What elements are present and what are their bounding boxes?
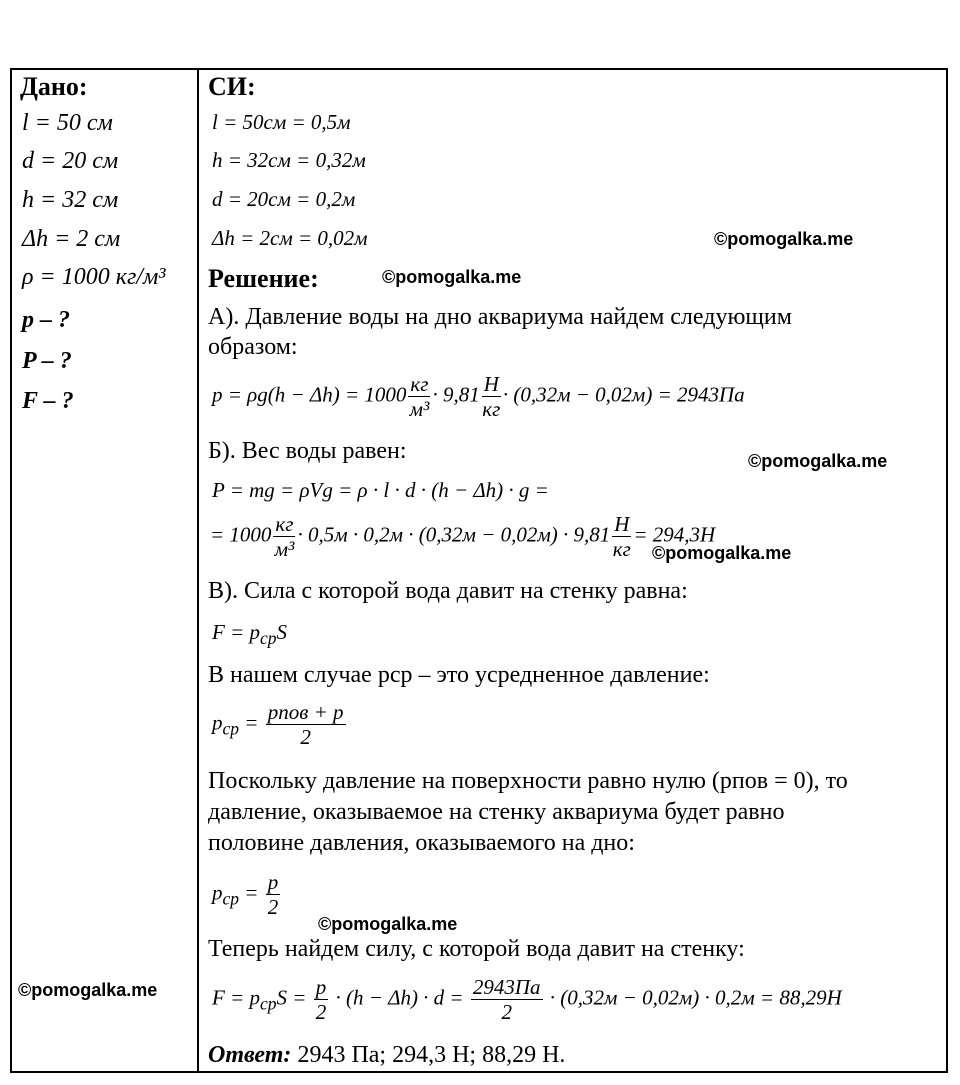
final-force-formula <box>212 975 842 1024</box>
explanation-text: половине давления, оказываемого на дно: <box>208 830 635 856</box>
formula-text: F = p <box>212 620 260 644</box>
formula-subscript: ср <box>260 628 277 649</box>
part-c-text: В). Сила с которой вода давит на стенку равна: <box>208 578 688 604</box>
fraction-denominator: м³ <box>274 537 295 562</box>
fraction <box>314 975 329 1024</box>
fraction-numerator: pпов + p <box>267 700 344 724</box>
answer-line <box>208 1042 565 1069</box>
part-c-formula <box>212 620 287 649</box>
formula-text: S = <box>276 985 307 1010</box>
fraction-numerator: p <box>267 870 279 894</box>
formula-text: · (0,32м − 0,02м) = 2943Па <box>502 382 745 407</box>
explanation-text: давление, оказываемое на стенку аквариума будет равно <box>208 799 785 825</box>
answer-value: 2943 Па; 294,3 Н; 88,29 Н. <box>297 1042 566 1068</box>
formula-text: = <box>244 710 259 735</box>
fraction <box>273 512 295 561</box>
formula-text: p = ρg(h − Δh) = 1000 <box>212 382 407 407</box>
given-line: ρ = 1000 кг/м³ <box>22 264 166 290</box>
given-line: l = 50 см <box>22 110 113 136</box>
formula-text: · (h − Δh) · d = <box>335 985 464 1010</box>
given-line: d = 20 см <box>22 148 119 174</box>
unknown-line: P – ? <box>22 348 72 374</box>
watermark: ©pomogalka.me <box>318 914 458 934</box>
fraction-denominator: 2 <box>267 895 279 920</box>
formula-text: = 1000 <box>210 522 272 547</box>
fraction-numerator: 2943Па <box>472 975 541 999</box>
fraction-numerator: кг <box>410 372 429 396</box>
formula-text: p <box>212 880 223 905</box>
formula-text: · (0,32м − 0,02м) · 0,2м = 88,29Н <box>549 985 842 1010</box>
formula-subscript: ср <box>222 888 240 909</box>
formula-text: · 0,5м · 0,2м · (0,32м − 0,02м) · 9,81 <box>297 522 611 547</box>
average-pressure-formula <box>212 700 348 749</box>
formula-text: = <box>244 880 259 905</box>
solution-table <box>10 68 948 1073</box>
watermark: ©pomogalka.me <box>18 980 158 1000</box>
part-c-text: Теперь найдем силу, с которой вода давит на стенку: <box>208 936 745 962</box>
fraction-denominator: 2 <box>300 725 311 750</box>
part-a-text: А). Давление воды на дно аквариума найдем следующим <box>208 304 792 330</box>
answer-label: Ответ: <box>208 1042 292 1068</box>
unknown-line: p – ? <box>22 307 70 333</box>
si-title: СИ: <box>208 72 256 101</box>
part-b-formula <box>210 512 715 561</box>
given-title: Дано: <box>20 72 88 101</box>
formula-subscript: ср <box>260 993 277 1014</box>
formula-text: p <box>212 710 223 735</box>
si-line: d = 20см = 0,2м <box>212 187 356 211</box>
formula-text: S <box>276 620 288 644</box>
fraction <box>266 870 281 919</box>
fraction-denominator: м³ <box>409 397 430 422</box>
fraction-numerator: p <box>315 975 327 999</box>
fraction <box>408 372 430 421</box>
fraction <box>482 372 501 421</box>
fraction-numerator: кг <box>275 512 294 536</box>
fraction-denominator: кг <box>612 537 631 562</box>
part-b-formula: P = mg = ρVg = ρ · l · d · (h − Δh) · g = <box>212 478 549 502</box>
watermark: ©pomogalka.me <box>714 229 854 249</box>
formula-text: = 294,3Н <box>633 522 716 547</box>
part-c-text: В нашем случае pср – это усредненное давление: <box>208 662 710 688</box>
formula-text: · 9,81 <box>432 382 480 407</box>
si-line: Δh = 2см = 0,02м <box>212 226 368 250</box>
fraction-numerator: Н <box>614 512 630 536</box>
fraction <box>266 700 346 749</box>
fraction-denominator: кг <box>482 397 501 422</box>
part-a-formula <box>212 372 745 421</box>
watermark: ©pomogalka.me <box>652 543 792 563</box>
fraction <box>471 975 543 1024</box>
watermark: ©pomogalka.me <box>748 451 888 471</box>
half-pressure-formula <box>212 870 282 919</box>
fraction-denominator: 2 <box>501 1000 512 1025</box>
fraction-numerator: Н <box>483 372 499 396</box>
formula-text: F = p <box>212 985 260 1010</box>
part-a-text: образом: <box>208 334 298 360</box>
column-divider <box>197 68 199 1073</box>
fraction <box>612 512 631 561</box>
solution-title: Решение: <box>208 264 319 293</box>
formula-subscript: ср <box>222 718 240 739</box>
si-line: h = 32см = 0,32м <box>212 148 366 172</box>
si-line: l = 50см = 0,5м <box>212 110 351 134</box>
part-b-text: Б). Вес воды равен: <box>208 438 407 464</box>
unknown-line: F – ? <box>22 388 74 414</box>
given-line: Δh = 2 см <box>22 226 121 252</box>
watermark: ©pomogalka.me <box>382 267 522 287</box>
fraction-denominator: 2 <box>315 1000 327 1025</box>
given-line: h = 32 см <box>22 187 119 213</box>
explanation-text: Поскольку давление на поверхности равно нулю (pпов = 0), то <box>208 768 848 794</box>
